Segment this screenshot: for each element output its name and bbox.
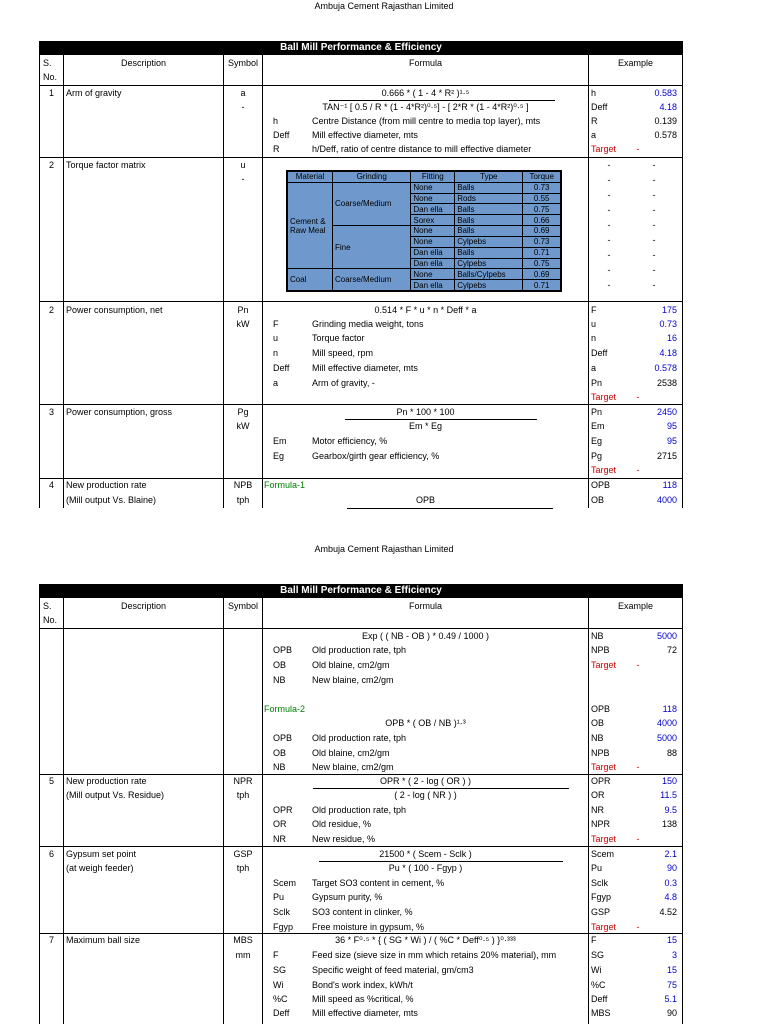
var-symbol: Pu — [273, 892, 285, 902]
var-symbol: h — [273, 116, 279, 126]
example-label: Target — [591, 465, 617, 475]
matrix-torque: 0.75 — [523, 258, 561, 269]
example-label: %C — [591, 980, 606, 990]
row-unit: kW — [236, 319, 250, 329]
col-formula: Formula — [408, 601, 442, 611]
example-value: 4.18 — [659, 348, 677, 358]
example-label: Sclk — [591, 878, 609, 888]
example-label: Deff — [591, 994, 608, 1004]
var-definition: Mill speed as %critical, % — [312, 994, 414, 1004]
var-symbol: NB — [273, 762, 286, 772]
example-value: 11.5 — [660, 790, 677, 800]
var-definition: Centre Distance (from mill centre to media top layer), mts — [312, 116, 541, 126]
matrix-fitting: None — [411, 236, 455, 247]
example-value: 4000 — [656, 495, 677, 505]
matrix-grinding: Fine — [333, 226, 411, 269]
row-description-2: (at weigh feeder) — [66, 863, 134, 873]
var-definition: Mill speed, rpm — [312, 348, 374, 358]
matrix-type: Cylpebs — [455, 280, 523, 291]
row-description: New production rate — [66, 776, 147, 786]
formula-denominator: ( 2 - log ( NR ) ) — [394, 790, 457, 800]
row-number: 3 — [49, 407, 55, 417]
example-value: 0.583 — [654, 88, 677, 98]
example-label: GSP — [591, 907, 611, 917]
matrix-type: Balls — [455, 182, 523, 193]
col-example: Example — [617, 601, 653, 611]
formula-denominator: Em * Eg — [408, 421, 442, 431]
example-value: - — [636, 465, 640, 475]
page2-header: Ambuja Cement Rajasthan Limited — [314, 544, 454, 554]
formula-numerator: OPR * ( 2 - log ( OR ) ) — [379, 776, 471, 786]
example-label: a — [591, 130, 597, 140]
example-value: - — [636, 392, 640, 402]
row-symbol: MBS — [233, 935, 253, 945]
row-description: Arm of gravity — [66, 88, 122, 98]
var-symbol: F — [273, 319, 279, 329]
example-label: Target — [591, 762, 617, 772]
row-description-2: (Mill output Vs. Residue) — [66, 790, 165, 800]
row-description: Gypsum set point — [66, 849, 137, 859]
var-symbol: Eg — [273, 451, 285, 461]
var-definition: Target SO3 content in cement, % — [312, 878, 445, 888]
matrix-header: Grinding — [333, 172, 411, 183]
var-symbol: NB — [273, 675, 286, 685]
var-symbol: a — [273, 378, 279, 388]
matrix-type: Balls — [455, 247, 523, 258]
example-label: F — [591, 305, 597, 315]
example-label: Deff — [591, 102, 608, 112]
matrix-fitting: Dan ella — [411, 204, 455, 215]
example-value: 4.8 — [664, 892, 677, 902]
matrix-torque: 0.66 — [523, 215, 561, 226]
var-definition: Gypsum purity, % — [312, 892, 383, 902]
formula-label: Formula-2 — [264, 704, 306, 714]
example-label: OPR — [591, 776, 611, 786]
var-definition: Specific weight of feed material, gm/cm3 — [312, 965, 474, 975]
formula-numerator: OPB — [415, 495, 435, 505]
row-description: Power consumption, gross — [66, 407, 173, 417]
table-title: Ball Mill Performance & Efficiency — [39, 41, 683, 55]
example-value: 4000 — [656, 718, 677, 728]
example-value: 2.1 — [664, 849, 677, 859]
row-number: 1 — [49, 88, 55, 98]
var-definition: New residue, % — [312, 834, 376, 844]
example-value: 5000 — [656, 733, 677, 743]
matrix-torque: 0.71 — [523, 247, 561, 258]
var-definition: Torque factor — [312, 333, 365, 343]
example-value: 5000 — [656, 631, 677, 641]
example-label: u — [591, 319, 597, 329]
example-label: OPB — [591, 480, 611, 490]
example-value: - — [636, 834, 640, 844]
example-value: 90 — [666, 863, 677, 873]
matrix-type: Cylpebs — [455, 236, 523, 247]
formula-denominator: Exp ( ( NB - OB ) * 0.49 / 1000 ) — [361, 631, 490, 641]
example-value: 0.139 — [654, 116, 677, 126]
matrix-fitting: None — [411, 182, 455, 193]
row-unit: kW — [236, 421, 250, 431]
example-value: 72 — [666, 645, 677, 655]
row-number: 7 — [49, 935, 55, 945]
var-symbol: u — [273, 333, 279, 343]
formula-denominator: Pu * ( 100 - Fgyp ) — [388, 863, 463, 873]
var-symbol: %C — [273, 994, 288, 1004]
example-value: 0.73 — [659, 319, 677, 329]
matrix-fitting: Dan ella — [411, 280, 455, 291]
var-symbol: OPB — [273, 733, 293, 743]
example-label: Target — [591, 834, 617, 844]
example-label: h — [591, 88, 597, 98]
var-symbol: n — [273, 348, 279, 358]
row-symbol: u — [240, 160, 246, 170]
var-definition: Motor efficiency, % — [312, 436, 388, 446]
var-definition: Mill effective diameter, mts — [312, 130, 418, 140]
example-value: 4.52 — [659, 907, 677, 917]
var-symbol: SG — [273, 965, 287, 975]
example-label: Pg — [591, 451, 603, 461]
matrix-type: Rods — [455, 193, 523, 204]
matrix-torque: 0.55 — [523, 193, 561, 204]
example-value: 175 — [661, 305, 677, 315]
matrix-grinding: Coarse/Medium — [333, 269, 411, 291]
example-label: Deff — [591, 348, 608, 358]
col-sno: S. — [43, 601, 52, 611]
var-symbol: OPB — [273, 645, 293, 655]
page1-header: Ambuja Cement Rajasthan Limited — [314, 1, 454, 11]
page2-table — [39, 584, 683, 1024]
var-symbol: OB — [273, 660, 287, 670]
example-label: MBS — [591, 1008, 611, 1018]
example-value: 88 — [666, 748, 677, 758]
row-unit: - — [241, 102, 245, 112]
matrix-material: Cement & Raw Meal — [288, 182, 333, 269]
var-definition: Bond's work index, kWh/t — [312, 980, 413, 990]
var-definition: SO3 content in clinker, % — [312, 907, 413, 917]
example-value: 95 — [666, 421, 677, 431]
var-symbol: F — [273, 950, 279, 960]
matrix-type: Balls — [455, 215, 523, 226]
matrix-header: Type — [455, 172, 523, 183]
var-symbol: OR — [273, 819, 287, 829]
col-example: Example — [617, 58, 653, 68]
col-sno2: No. — [43, 615, 58, 625]
var-symbol: Em — [273, 436, 287, 446]
example-label: Scem — [591, 849, 615, 859]
var-definition: New blaine, cm2/gm — [312, 675, 394, 685]
example-label: OB — [591, 495, 605, 505]
formula: OPB * ( OB / NB )¹·³ — [385, 718, 466, 728]
var-symbol: Deff — [273, 1008, 290, 1018]
col-description: Description — [120, 58, 167, 68]
matrix-torque: 0.73 — [523, 182, 561, 193]
example-value: 15 — [666, 965, 677, 975]
var-definition: Gearbox/girth gear efficiency, % — [312, 451, 440, 461]
example-value: 5.1 — [664, 994, 677, 1004]
example-value: - — [636, 922, 640, 932]
matrix-type: Balls — [455, 226, 523, 237]
row-number: 6 — [49, 849, 55, 859]
example-value: 0.578 — [654, 363, 677, 373]
matrix-fitting: None — [411, 226, 455, 237]
col-symbol: Symbol — [227, 601, 258, 611]
row-description: Maximum ball size — [66, 935, 141, 945]
example-label: SG — [591, 950, 605, 960]
formula-numerator: 0.666 * ( 1 - 4 * R² )¹·⁵ — [381, 88, 470, 98]
example-label: NR — [591, 805, 604, 815]
row-number: 5 — [49, 776, 55, 786]
example-value: - — [636, 762, 640, 772]
example-value: 0.578 — [654, 130, 677, 140]
example-label: Target — [591, 660, 617, 670]
example-value: 16 — [666, 333, 677, 343]
example-label: Em — [591, 421, 605, 431]
example-label: NB — [591, 631, 604, 641]
row-unit: - — [241, 174, 245, 184]
var-definition: Mill effective diameter, mts — [312, 1008, 418, 1018]
col-sno: S. — [43, 58, 52, 68]
row-number: 4 — [49, 480, 55, 490]
matrix-grinding: Coarse/Medium — [333, 182, 411, 225]
example-value: 118 — [662, 704, 677, 714]
example-label: Target — [591, 392, 617, 402]
example-label: F — [591, 935, 597, 945]
example-value: 2538 — [656, 378, 677, 388]
row-symbol: NPB — [233, 480, 253, 490]
var-definition: Arm of gravity, - — [312, 378, 375, 388]
formula: 0.514 * F * u * n * Deff * a — [374, 305, 477, 315]
example-label: a — [591, 363, 597, 373]
example-label: NPR — [591, 819, 611, 829]
row-unit: mm — [235, 950, 251, 960]
example-value: 4.18 — [659, 102, 677, 112]
var-definition: New blaine, cm2/gm — [312, 762, 394, 772]
example-value: 75 — [666, 980, 677, 990]
var-symbol: OPR — [273, 805, 293, 815]
matrix-header: Torque — [523, 172, 561, 183]
col-sno2: No. — [43, 72, 58, 82]
example-label: NPB — [591, 645, 610, 655]
matrix-type: Balls — [455, 204, 523, 215]
example-label: Target — [591, 922, 617, 932]
formula-denominator: TAN⁻¹ [ 0.5 / R * (1 - 4*R²)⁰·⁵] - [ 2*R * (1 - 4*R²)⁰·⁵ ] — [322, 102, 529, 112]
matrix-fitting: Sorex — [411, 215, 455, 226]
formula: 36 * F⁰·⁵ * { ( SG * Wi ) / ( %C * Deff⁰·⁵ ) }⁰·³³³ — [335, 935, 516, 945]
row-number: 2 — [49, 160, 55, 170]
row-description: New production rate — [66, 480, 147, 490]
var-symbol: Deff — [273, 130, 290, 140]
example-label: Pn — [591, 378, 603, 388]
var-symbol: OB — [273, 748, 287, 758]
row-unit: tph — [236, 495, 250, 505]
col-formula: Formula — [408, 58, 442, 68]
example-value: - — [636, 660, 640, 670]
example-value: 118 — [662, 480, 677, 490]
example-label: OB — [591, 718, 605, 728]
example-value: 90 — [666, 1008, 677, 1018]
row-description: Torque factor matrix — [66, 160, 146, 170]
example-value: 15 — [666, 935, 677, 945]
page1-table: Ball Mill Performance & Efficiency S. No. Description Symbol Formula Example 1 Arm of gravity a - 0.666 * ( 1 - 4 * R² )¹·⁵ TAN⁻¹ [ 0.5 / R * (1 - 4*R²)⁰·⁵] - [ 2*R * (1 - 4*R²)⁰·⁵ ] h Centre Distance (from mill centre to media top layer), mts Deff Mill effective diameter, mts R h/Deff, ratio of centre distance to mill effective diameter h 0.583 Deff 4.18 R 0.139 a 0.578 Target - 2 Torque factor matrix u - - - - - - - - - - - - - - - - - - - 2 Power consumption, net Pn kW 0.514 * F * u * n * Deff * a F Grinding media weight, tons u Torque factor n Mill speed, rpm Deff Mill effective diameter, mts a Arm of gravity, - F 175 u 0.73 n 16 Deff 4.18 a 0.578 Pn 2538 Target - 3 Power consumption, gross Pg kW Pn * 100 * 100 Em * Eg Em Motor efficiency, % Eg Gearbox/girth gear efficiency, % Pn 2450 Em 95 Eg 95 Pg 2715 Target - 4 New production rate (Mill output Vs. Blaine) NPB tph Formula-1 OPB OPB 118 OB 4000 — [39, 41, 683, 508]
matrix-torque: 0.73 — [523, 236, 561, 247]
row-symbol: Pg — [237, 407, 249, 417]
example-value: 95 — [666, 436, 677, 446]
example-label: NPB — [591, 748, 610, 758]
example-value: 2450 — [656, 407, 677, 417]
row-symbol: GSP — [233, 849, 253, 859]
matrix-type: Balls/Cylpebs — [455, 269, 523, 280]
example-label: Fgyp — [591, 892, 612, 902]
example-label: OR — [591, 790, 605, 800]
row-unit: tph — [236, 863, 250, 873]
matrix-torque: 0.71 — [523, 280, 561, 291]
example-value: 9.5 — [664, 805, 677, 815]
var-definition: Old blaine, cm2/gm — [312, 748, 390, 758]
torque-factor-matrix — [286, 170, 562, 292]
example-label: Target — [591, 144, 617, 154]
var-definition: Grinding media weight, tons — [312, 319, 424, 329]
col-description: Description — [120, 601, 167, 611]
example-label: n — [591, 333, 597, 343]
row-symbol: a — [240, 88, 246, 98]
var-definition: Old production rate, tph — [312, 733, 407, 743]
example-value: 3 — [671, 950, 677, 960]
var-definition: Old production rate, tph — [312, 645, 407, 655]
example-value: - — [636, 144, 640, 154]
var-symbol: Scem — [273, 878, 297, 888]
row-number: 2 — [49, 305, 55, 315]
example-label: NB — [591, 733, 604, 743]
matrix-fitting: None — [411, 193, 455, 204]
matrix-header: Material — [288, 172, 333, 183]
matrix-torque: 0.75 — [523, 204, 561, 215]
matrix-material: Coal — [288, 269, 333, 291]
example-label: R — [591, 116, 598, 126]
example-value: 150 — [661, 776, 677, 786]
var-definition: Free moisture in gypsum, % — [312, 922, 425, 932]
var-definition: Old production rate, tph — [312, 805, 407, 815]
col-symbol: Symbol — [227, 58, 258, 68]
var-symbol: Fgyp — [273, 922, 294, 932]
row-description: Power consumption, net — [66, 305, 163, 315]
example-label: OPB — [591, 704, 611, 714]
row-symbol: Pn — [237, 305, 249, 315]
matrix-header: Fitting — [411, 172, 455, 183]
var-definition: Mill effective diameter, mts — [312, 363, 418, 373]
example-label: Eg — [591, 436, 603, 446]
matrix-fitting: Dan ella — [411, 247, 455, 258]
example-label: Wi — [591, 965, 602, 975]
example-label: Pu — [591, 863, 603, 873]
var-definition: Old residue, % — [312, 819, 372, 829]
table-title: Ball Mill Performance & Efficiency — [39, 584, 683, 598]
formula-numerator: 21500 * ( Scem - Sclk ) — [379, 849, 472, 859]
matrix-fitting: Dan ella — [411, 258, 455, 269]
var-symbol: Wi — [273, 980, 284, 990]
row-unit: tph — [236, 790, 250, 800]
example-value: 2715 — [656, 451, 677, 461]
formula-numerator: Pn * 100 * 100 — [396, 407, 455, 417]
matrix-type: Cylpebs — [455, 258, 523, 269]
matrix-torque: 0.69 — [523, 269, 561, 280]
var-definition: Old blaine, cm2/gm — [312, 660, 390, 670]
example-value: 0.3 — [664, 878, 677, 888]
var-symbol: NR — [273, 834, 286, 844]
matrix-fitting: None — [411, 269, 455, 280]
var-symbol: R — [273, 144, 280, 154]
example-value: 138 — [661, 819, 677, 829]
example-label: Pn — [591, 407, 603, 417]
row-description-2: (Mill output Vs. Blaine) — [66, 495, 157, 505]
var-definition: h/Deff, ratio of centre distance to mill effective diameter — [312, 144, 532, 154]
var-symbol: Deff — [273, 363, 290, 373]
var-definition: Feed size (sieve size in mm which retains 20% material), mm — [312, 950, 557, 960]
formula-label: Formula-1 — [264, 480, 306, 490]
var-symbol: Sclk — [273, 907, 291, 917]
row-symbol: NPR — [233, 776, 253, 786]
matrix-torque: 0.69 — [523, 226, 561, 237]
